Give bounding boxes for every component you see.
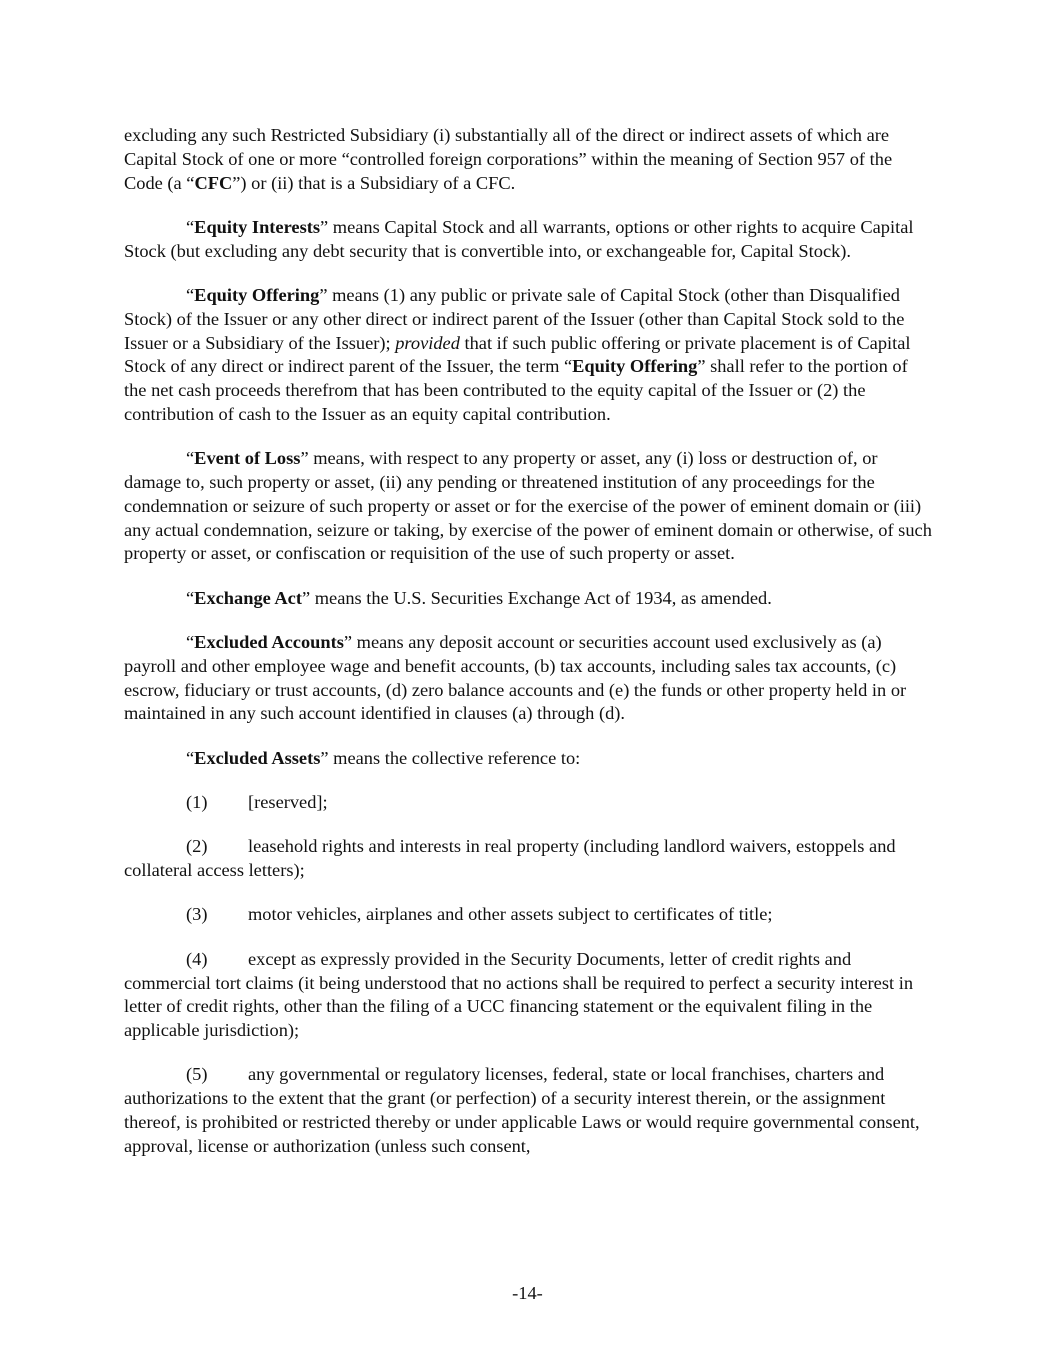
list-item-text: leasehold rights and interests in real property (including landlord waivers, estoppels and collateral access letters);: [124, 836, 896, 881]
list-item-text: any governmental or regulatory licenses, federal, state or local franchises, charters and authorizations to the extent that the grant (or perfection) of a security interest therein, or the assignment thereof, is prohibited or restricted thereby or under applicable Laws or would require governmental consent, approval, license or authorization (unless such consent,: [124, 1064, 920, 1156]
defined-term: Equity Interests: [194, 216, 321, 237]
defined-term: Excluded Accounts: [194, 632, 344, 653]
definition-exchange-act: “Exchange Act” means the U.S. Securities Exchange Act of 1934, as amended.: [186, 587, 772, 608]
defined-term: Event of Loss: [194, 448, 301, 469]
list-item-number: (5): [186, 1064, 208, 1085]
definition-event-of-loss: “Event of Loss” means, with respect to any property or asset, any (i) loss or destruction of, or damage to, such property or asset, (ii) any pending or threatened institution of any proceedings for the condemnation or seizure of such property or asset or for the exercise of the power of eminent domain or (iii) any actual condemnation, seizure or taking, by exercise of the power of eminent domain or otherwise, of such property or asset, or confiscation or requisition of the use of such property or asset.: [124, 448, 932, 564]
page-number: -14-: [512, 1283, 543, 1303]
paragraph-cfc-continuation: excluding any such Restricted Subsidiary (i) substantially all of the direct or indirect assets of which are Capital Stock of one or more “controlled foreign corporations” within the meaning of Section 957 of the Code (a “CFC”) or (ii) that is a Subsidiary of a CFC.: [124, 125, 893, 193]
definition-excluded-assets: “Excluded Assets” means the collective reference to:: [186, 747, 581, 768]
italic-provided: provided: [395, 332, 460, 353]
list-item: [124, 1063, 934, 1158]
list-item-text: [reserved];: [248, 792, 328, 813]
list-item-number: (3): [186, 904, 208, 925]
definition-equity-interests: “Equity Interests” means Capital Stock and all warrants, options or other rights to acquire Capital Stock (but excluding any debt security that is convertible into, or exchangeable for, Capital Stock).: [124, 216, 914, 261]
defined-term-cfc: CFC: [194, 172, 233, 193]
list-item: [124, 903, 934, 927]
list-item: [124, 948, 934, 1043]
list-item-number: (2): [186, 836, 208, 857]
list-item-text: motor vehicles, airplanes and other assets subject to certificates of title;: [248, 904, 773, 925]
list-item: [124, 791, 934, 815]
defined-term: Equity Offering: [194, 284, 320, 305]
list-item-text: except as expressly provided in the Security Documents, letter of credit rights and commercial tort claims (it being understood that no actions shall be required to perfect a security interest in letter of credit rights, other than the filing of a UCC financing statement or the equivalent filing in the applicable jurisdiction);: [124, 948, 914, 1041]
defined-term: Equity Offering: [572, 356, 698, 377]
list-item: [124, 835, 934, 883]
definition-excluded-accounts: “Excluded Accounts” means any deposit account or securities account used exclusively as (a) payroll and other employee wage and benefit accounts, (b) tax accounts, including sales tax accounts, (c) escrow, fiduciary or trust accounts, (d) zero balance accounts and (e) the funds or other property held in or maintained in any such account identified in clauses (a) through (d).: [124, 632, 907, 724]
list-item-number: (4): [186, 948, 208, 969]
list-item-number: (1): [186, 792, 208, 813]
definition-equity-offering: “Equity Offering” means (1) any public or private sale of Capital Stock (other than Disqualified Stock) of the Issuer or any other direct or indirect parent of the Issuer (other than Capital Stock sold to the Issuer or a Subsidiary of the Issuer); provided that if such public offering or private placement is of Capital Stock of any direct or indirect parent of the Issuer, the term “Equity Offering” shall refer to the portion of the net cash proceeds therefrom that has been contributed to the equity capital of the Issuer or (2) the contribution of cash to the Issuer as an equity capital contribution.: [124, 284, 911, 424]
defined-term: Exchange Act: [194, 587, 302, 608]
page-body: [124, 124, 934, 1179]
defined-term: Excluded Assets: [194, 747, 321, 768]
